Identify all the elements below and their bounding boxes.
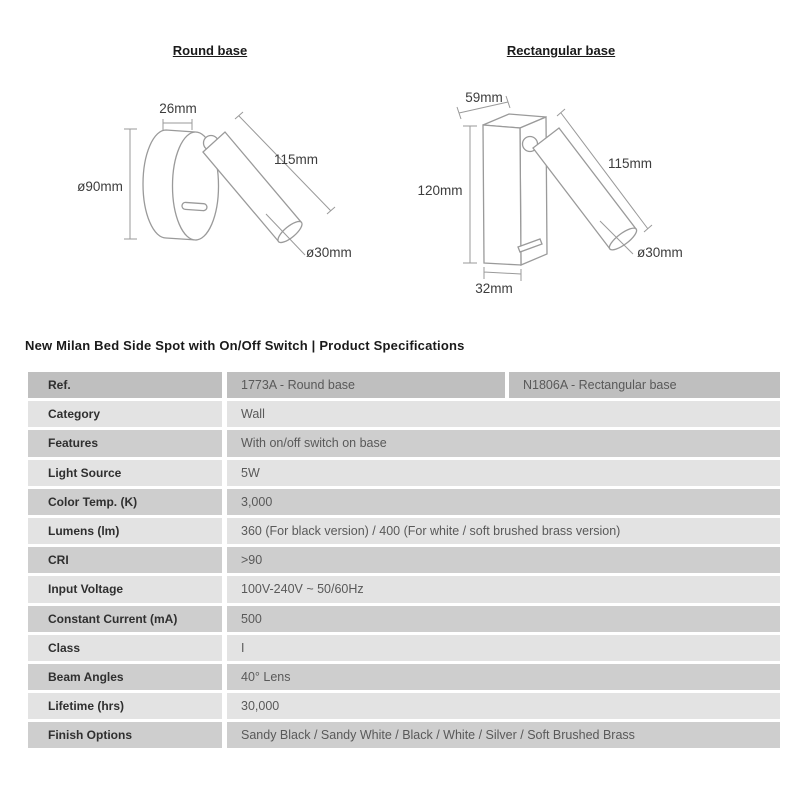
spec-value: With on/off switch on base (227, 430, 780, 456)
section-title: New Milan Bed Side Spot with On/Off Switch | Product Specifications (25, 338, 465, 353)
spec-value: 3,000 (227, 489, 780, 515)
spec-value: 360 (For black version) / 400 (For white / soft brushed brass version) (227, 518, 780, 544)
table-row-cri (28, 547, 780, 573)
rect-base-depth-label: 59mm (465, 90, 503, 105)
onoff-switch (182, 202, 207, 211)
round-base-diameter-label: ø90mm (77, 179, 123, 194)
round-tube-length-label: 115mm (273, 152, 319, 167)
table-row-color-temp (28, 489, 780, 515)
table-row-light-source (28, 460, 780, 486)
table-row-features (28, 430, 780, 456)
spec-value: I (227, 635, 780, 661)
round-base-title: Round base (172, 43, 248, 58)
spec-label: Class (28, 635, 222, 661)
table-row-beam-angles (28, 664, 780, 690)
spec-value: 5W (227, 460, 780, 486)
spec-table (28, 372, 780, 751)
spec-label: Lifetime (hrs) (28, 693, 222, 719)
table-row-ref (28, 372, 780, 398)
spec-label: Light Source (28, 460, 222, 486)
table-row-input-voltage (28, 576, 780, 602)
table-row-class (28, 635, 780, 661)
round-base-width-label: 26mm (159, 101, 197, 116)
spec-label: Category (28, 401, 222, 427)
table-row-lumens (28, 518, 780, 544)
spec-value-round-ref: 1773A - Round base (227, 372, 505, 398)
spec-label: Input Voltage (28, 576, 222, 602)
spec-label: Constant Current (mA) (28, 606, 222, 632)
spec-value: Sandy Black / Sandy White / Black / White / Silver / Soft Brushed Brass (227, 722, 780, 748)
spec-value: 40° Lens (227, 664, 780, 690)
spec-value-rect-ref: N1806A - Rectangular base (509, 372, 780, 398)
spot-tube (533, 128, 636, 249)
rectangular-base-title: Rectangular base (506, 43, 616, 58)
table-row-finish-options (28, 722, 780, 748)
spec-value: Wall (227, 401, 780, 427)
spec-value: 500 (227, 606, 780, 632)
rect-base-front-face (483, 125, 521, 265)
spec-label: CRI (28, 547, 222, 573)
spec-value: 100V-240V ~ 50/60Hz (227, 576, 780, 602)
rect-tube-diameter-label: ø30mm (637, 245, 683, 260)
spec-label: Beam Angles (28, 664, 222, 690)
spec-label: Ref. (28, 372, 222, 398)
rect-base-width-label: 32mm (475, 281, 513, 296)
round-tube-diameter-label: ø30mm (306, 245, 352, 260)
table-row-lifetime (28, 693, 780, 719)
rect-tube-length-label: 115mm (607, 156, 653, 171)
spec-label: Lumens (lm) (28, 518, 222, 544)
spec-value: 30,000 (227, 693, 780, 719)
dim-line-base-diameter (124, 129, 137, 239)
round-base-diagram (77, 101, 352, 260)
dim-line-base-height (463, 126, 477, 263)
table-row-constant-current (28, 606, 780, 632)
dim-line-base-width (163, 119, 192, 130)
spec-label: Color Temp. (K) (28, 489, 222, 515)
spec-label: Finish Options (28, 722, 222, 748)
table-row-category (28, 401, 780, 427)
spec-label: Features (28, 430, 222, 456)
rectangular-base-diagram (417, 90, 682, 296)
dim-line-base-width (484, 267, 521, 281)
rect-base-height-label: 120mm (417, 183, 463, 198)
spec-value: >90 (227, 547, 780, 573)
